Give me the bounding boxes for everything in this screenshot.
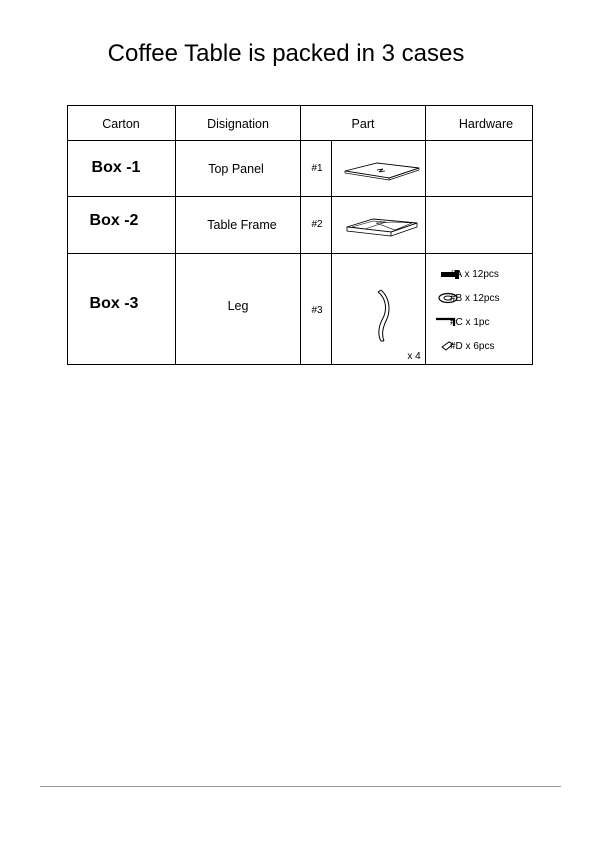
designation-leg: Leg — [227, 299, 249, 313]
hardware-c: #C x 1pc — [450, 317, 490, 328]
carton-box-1: Box -1 — [91, 159, 141, 176]
column-divider — [300, 106, 301, 364]
column-divider — [175, 106, 176, 364]
row-divider — [68, 140, 532, 141]
hardware-a: #A x 12pcs — [450, 269, 499, 280]
row-divider — [68, 196, 532, 197]
part-number-1: #1 — [311, 163, 323, 174]
header-designation: Disignation — [207, 117, 269, 131]
header-part: Part — [351, 117, 375, 131]
leg-quantity: x 4 — [407, 351, 421, 362]
table-frame-icon — [343, 211, 423, 241]
hardware-b: #B x 12pcs — [450, 293, 500, 304]
column-divider — [425, 106, 426, 364]
designation-top-panel: Top Panel — [208, 162, 264, 176]
curved-leg-icon — [368, 286, 394, 346]
footer-divider — [40, 786, 561, 787]
designation-table-frame: Table Frame — [207, 218, 277, 232]
hardware-d: #D x 6pcs — [450, 341, 495, 352]
glass-panel-icon — [343, 161, 423, 181]
row-divider — [68, 253, 532, 254]
page-title: Coffee Table is packed in 3 cases — [107, 40, 465, 67]
header-carton: Carton — [102, 117, 140, 131]
part-number-3: #3 — [311, 305, 323, 316]
carton-box-2: Box -2 — [89, 212, 139, 229]
header-hardware: Hardware — [458, 117, 514, 131]
part-number-2: #2 — [311, 219, 323, 230]
carton-box-3: Box -3 — [89, 295, 139, 312]
packing-table — [67, 105, 533, 365]
